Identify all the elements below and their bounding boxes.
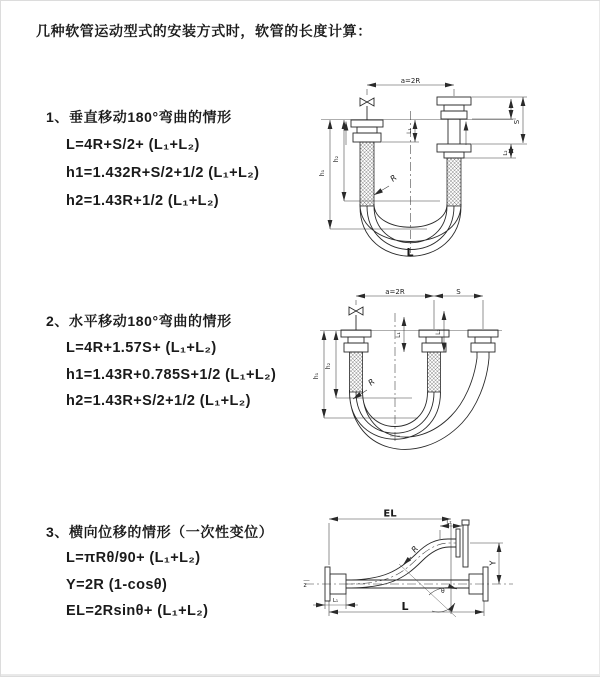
- dimension-lines: [320, 296, 502, 418]
- dim-label-l: L: [401, 600, 409, 613]
- dim-label-s: S: [513, 119, 521, 125]
- hose-assembly: [341, 307, 498, 449]
- section-1-heading: 1、垂直移动180°弯曲的情形: [46, 109, 232, 125]
- diagram-vertical-180-bend: [307, 73, 597, 268]
- angle-label: θ: [441, 588, 445, 595]
- braided-hose-left: [360, 142, 374, 206]
- dim-label-h1: h₁: [319, 169, 326, 177]
- section-3-formula-L: L=πRθ/90+ (L₁+L₂): [66, 550, 201, 566]
- radius-label: R: [366, 377, 377, 388]
- section-2-heading: 2、水平移动180°弯曲的情形: [46, 313, 232, 329]
- hose-u-curves: [350, 358, 490, 449]
- axis-mark-label: z: [303, 582, 307, 589]
- dimension-lines: [321, 85, 527, 229]
- dim-label-h1: h₁: [313, 372, 320, 380]
- radius-label: R: [388, 173, 399, 184]
- dim-label-a2r: a=2R: [400, 77, 421, 85]
- valve-icon: [349, 307, 363, 315]
- hose-assembly: [325, 520, 488, 601]
- section-2-formula-h2: h2=1.43R+S/2+1/2 (L₁+L₂): [66, 393, 251, 409]
- dim-label-l1: L₁: [406, 128, 413, 134]
- section-1-formula-h2: h2=1.43R+1/2 (L₁+L₂): [66, 193, 220, 209]
- section-1-formula-L: L=4R+S/2+ (L₁+L₂): [66, 137, 200, 153]
- valve-icon: [360, 98, 374, 106]
- dim-label-l2: L₂: [503, 150, 509, 156]
- diagram-horizontal-180-bend: [306, 283, 600, 458]
- braided-hose-right: [447, 158, 461, 206]
- section-3-formula-Y: Y=2R (1-cosθ): [66, 577, 168, 593]
- dim-label-s: S: [456, 288, 461, 296]
- section-2-formula-h1: h1=1.43R+0.785S+1/2 (L₁+L₂): [66, 367, 277, 383]
- dim-label-l2: L₂: [435, 329, 442, 335]
- section-1-formula-h1: h1=1.432R+S/2+1/2 (L₁+L₂): [66, 165, 260, 181]
- braided-hose-left: [350, 352, 363, 392]
- dim-label-a2r: a=2R: [385, 288, 405, 296]
- dim-label-y: Y: [488, 560, 498, 566]
- braided-hose-middle: [428, 352, 441, 392]
- dim-label-l2: L₂: [446, 519, 452, 526]
- hose-s-curve: [346, 539, 456, 588]
- dim-label-l1: L₁: [395, 332, 402, 338]
- dim-label-h2: h₂: [325, 362, 332, 370]
- section-2-formula-L: L=4R+1.57S+ (L₁+L₂): [66, 340, 217, 356]
- page-title: 几种软管运动型式的安装方式时，软管的长度计算：: [36, 23, 372, 39]
- dim-label-l1: L₁: [332, 598, 339, 604]
- section-3-heading: 3、横向位移的情形（一次性变位）: [46, 524, 274, 540]
- hose-assembly: [351, 97, 471, 256]
- dim-label-h2: h₂: [333, 155, 340, 163]
- section-3-formula-EL: EL=2Rsinθ+ (L₁+L₂): [66, 603, 209, 619]
- radius-label: R: [409, 544, 421, 555]
- length-label: L: [406, 246, 414, 259]
- diagram-lateral-displacement: [299, 499, 600, 661]
- dim-label-el: EL: [383, 508, 397, 520]
